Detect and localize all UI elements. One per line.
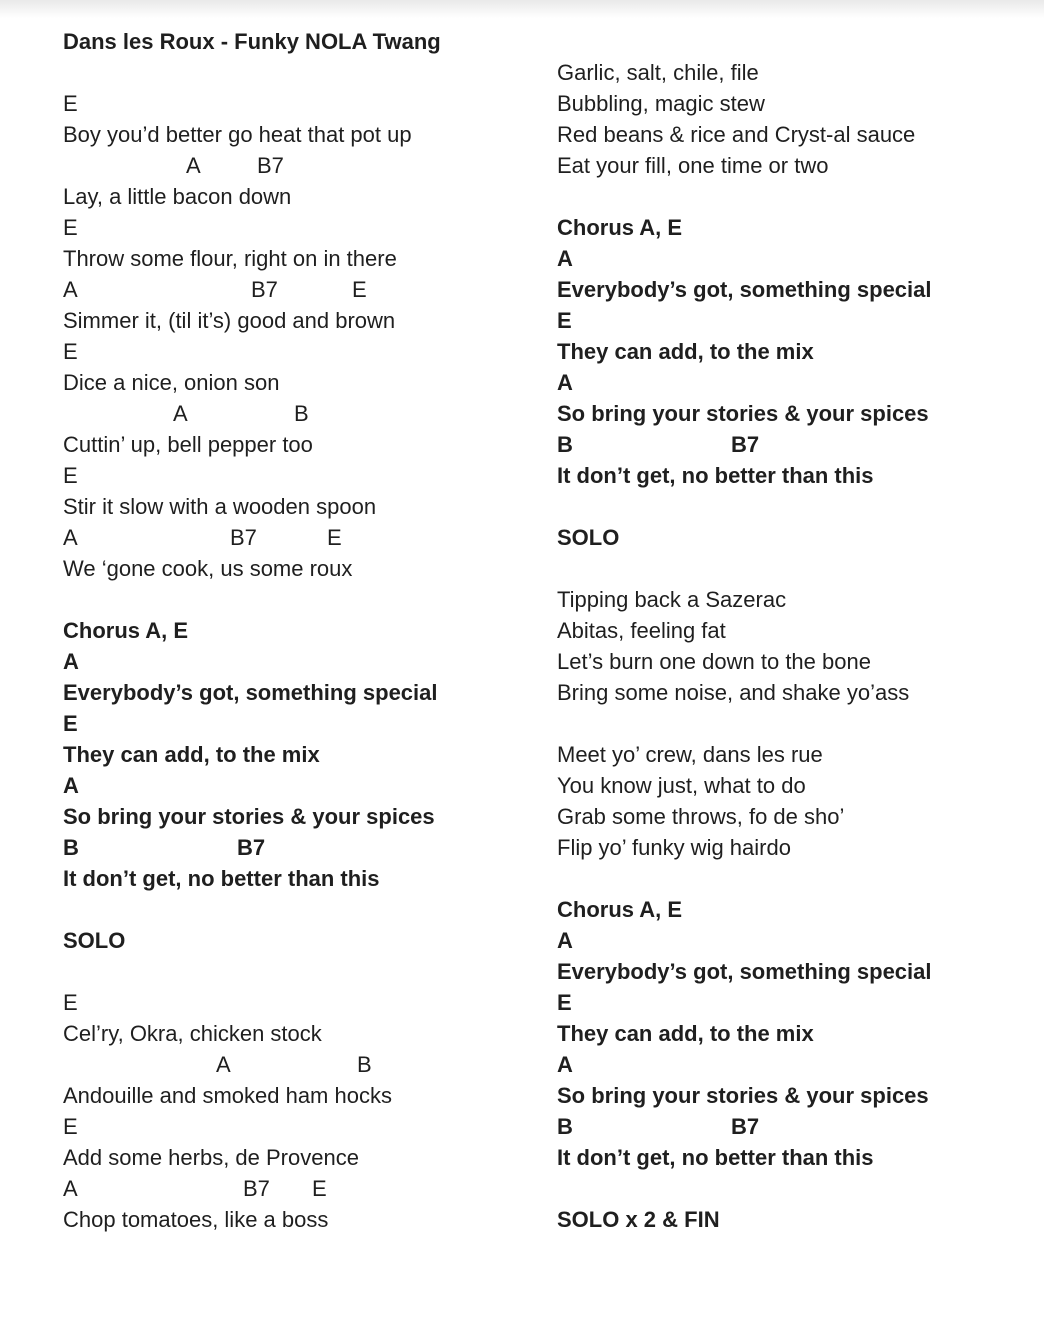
- spacer: [557, 181, 1027, 212]
- chorus-header: Chorus A, E: [63, 618, 189, 643]
- chord-line: [63, 150, 533, 181]
- chord-line: [557, 1111, 1027, 1142]
- lyric-line: Everybody’s got, something special: [557, 959, 932, 984]
- chord: B: [557, 1114, 573, 1139]
- chord: A: [63, 277, 78, 302]
- chord-line: A: [63, 773, 79, 798]
- lyric-line: Red beans & rice and Cryst-al sauce: [557, 122, 916, 147]
- lyric-line: Meet yo’ crew, dans les rue: [557, 742, 823, 767]
- chord: A: [63, 1176, 78, 1201]
- chord-line: E: [557, 990, 572, 1015]
- lyric-line: Let’s burn one down to the bone: [557, 649, 871, 674]
- chord-line: A: [63, 649, 79, 674]
- lyric-line: Bring some noise, and shake yo’ass: [557, 680, 910, 705]
- chord-line: E: [63, 91, 78, 116]
- chorus-header: Chorus A, E: [557, 897, 683, 922]
- chord: B7: [230, 525, 257, 550]
- lyric-line: Add some herbs, de Provence: [63, 1145, 359, 1170]
- solo-marker: SOLO: [557, 525, 620, 550]
- song-title: Dans les Roux - Funky NOLA Twang: [63, 29, 441, 54]
- lyric-line: Lay, a little bacon down: [63, 184, 292, 209]
- lyric-line: So bring your stories & your spices: [557, 1083, 929, 1108]
- chord: E: [327, 525, 342, 550]
- chord-line: [63, 1173, 533, 1204]
- chord-line: E: [63, 215, 78, 240]
- chord-line: E: [63, 463, 78, 488]
- lyric-line: You know just, what to do: [557, 773, 806, 798]
- chord-line: E: [63, 990, 78, 1015]
- lyric-line: Grab some throws, fo de sho’: [557, 804, 845, 829]
- lyric-line: They can add, to the mix: [557, 1021, 814, 1046]
- spacer: [63, 57, 533, 88]
- lyric-line: Dice a nice, onion son: [63, 370, 280, 395]
- chord: B7: [731, 1114, 760, 1139]
- lyric-line: Boy you’d better go heat that pot up: [63, 122, 412, 147]
- lyric-line: Everybody’s got, something special: [63, 680, 438, 705]
- chord-line: [63, 1049, 533, 1080]
- chorus-block: [63, 615, 533, 894]
- chord-line: A: [557, 928, 573, 953]
- page-top-shadow: [0, 0, 1044, 18]
- lyric-line: Garlic, salt, chile, file: [557, 60, 759, 85]
- lyric-line: So bring your stories & your spices: [63, 804, 435, 829]
- lyric-line: It don’t get, no better than this: [63, 866, 380, 891]
- chord: A: [186, 153, 201, 178]
- verse-2-continued: [557, 57, 1027, 181]
- verse-3: [557, 584, 1027, 863]
- lyric-line: They can add, to the mix: [63, 742, 320, 767]
- lyric-line: It don’t get, no better than this: [557, 463, 874, 488]
- chord-line: [63, 274, 533, 305]
- right-column: [557, 26, 1027, 1235]
- lyric-line: So bring your stories & your spices: [557, 401, 929, 426]
- chorus-header: Chorus A, E: [557, 215, 683, 240]
- chord: A: [173, 401, 188, 426]
- chord: B7: [731, 432, 760, 457]
- chord-line: [63, 398, 533, 429]
- chord-line: [63, 522, 533, 553]
- ending-marker: SOLO x 2 & FIN: [557, 1207, 720, 1232]
- chord: A: [216, 1052, 231, 1077]
- chord: E: [352, 277, 367, 302]
- chord: B: [294, 401, 309, 426]
- solo-marker: SOLO: [63, 928, 126, 953]
- lyric-line: Everybody’s got, something special: [557, 277, 932, 302]
- spacer: [557, 1173, 1027, 1204]
- lyric-line: Bubbling, magic stew: [557, 91, 765, 116]
- spacer: [63, 894, 533, 925]
- chord-line: [63, 832, 533, 863]
- lyric-line: Simmer it, (til it’s) good and brown: [63, 308, 396, 333]
- chord: B7: [251, 277, 278, 302]
- chorus-block: [557, 212, 1027, 491]
- chord: A: [63, 525, 78, 550]
- verse-2: [63, 987, 533, 1235]
- chord-line: E: [63, 1114, 78, 1139]
- lyric-line: It don’t get, no better than this: [557, 1145, 874, 1170]
- lyric-line: Throw some flour, right on in there: [63, 246, 397, 271]
- verse-1: [63, 88, 533, 584]
- lyric-line: Andouille and smoked ham hocks: [63, 1083, 392, 1108]
- spacer: [557, 708, 1027, 739]
- lyric-line: Flip yo’ funky wig hairdo: [557, 835, 791, 860]
- chord-line: [557, 429, 1027, 460]
- spacer: [557, 26, 1027, 57]
- chord: B7: [257, 153, 284, 178]
- lyric-line: Eat your fill, one time or two: [557, 153, 829, 178]
- lyric-line: Cel’ry, Okra, chicken stock: [63, 1021, 322, 1046]
- spacer: [557, 491, 1027, 522]
- chorus-block: [557, 894, 1027, 1173]
- lyric-line: Stir it slow with a wooden spoon: [63, 494, 377, 519]
- chord: B: [557, 432, 573, 457]
- chord-line: E: [557, 308, 572, 333]
- chord-line: E: [63, 339, 78, 364]
- chord: E: [312, 1176, 327, 1201]
- lyric-line: Cuttin’ up, bell pepper too: [63, 432, 313, 457]
- chord: B7: [237, 835, 266, 860]
- lyric-line: We ‘gone cook, us some roux: [63, 556, 353, 581]
- lyric-line: Tipping back a Sazerac: [557, 587, 787, 612]
- chord: B7: [243, 1176, 270, 1201]
- chord-line: A: [557, 370, 573, 395]
- chord: B: [63, 835, 79, 860]
- chord-line: A: [557, 246, 573, 271]
- chord-line: E: [63, 711, 78, 736]
- spacer: [63, 956, 533, 987]
- spacer: [557, 863, 1027, 894]
- spacer: [557, 553, 1027, 584]
- left-column: [63, 26, 533, 1235]
- lyric-line: Abitas, feeling fat: [557, 618, 726, 643]
- spacer: [63, 584, 533, 615]
- chord-line: A: [557, 1052, 573, 1077]
- lyric-line: Chop tomatoes, like a boss: [63, 1207, 329, 1232]
- lyric-line: They can add, to the mix: [557, 339, 814, 364]
- chord: B: [357, 1052, 372, 1077]
